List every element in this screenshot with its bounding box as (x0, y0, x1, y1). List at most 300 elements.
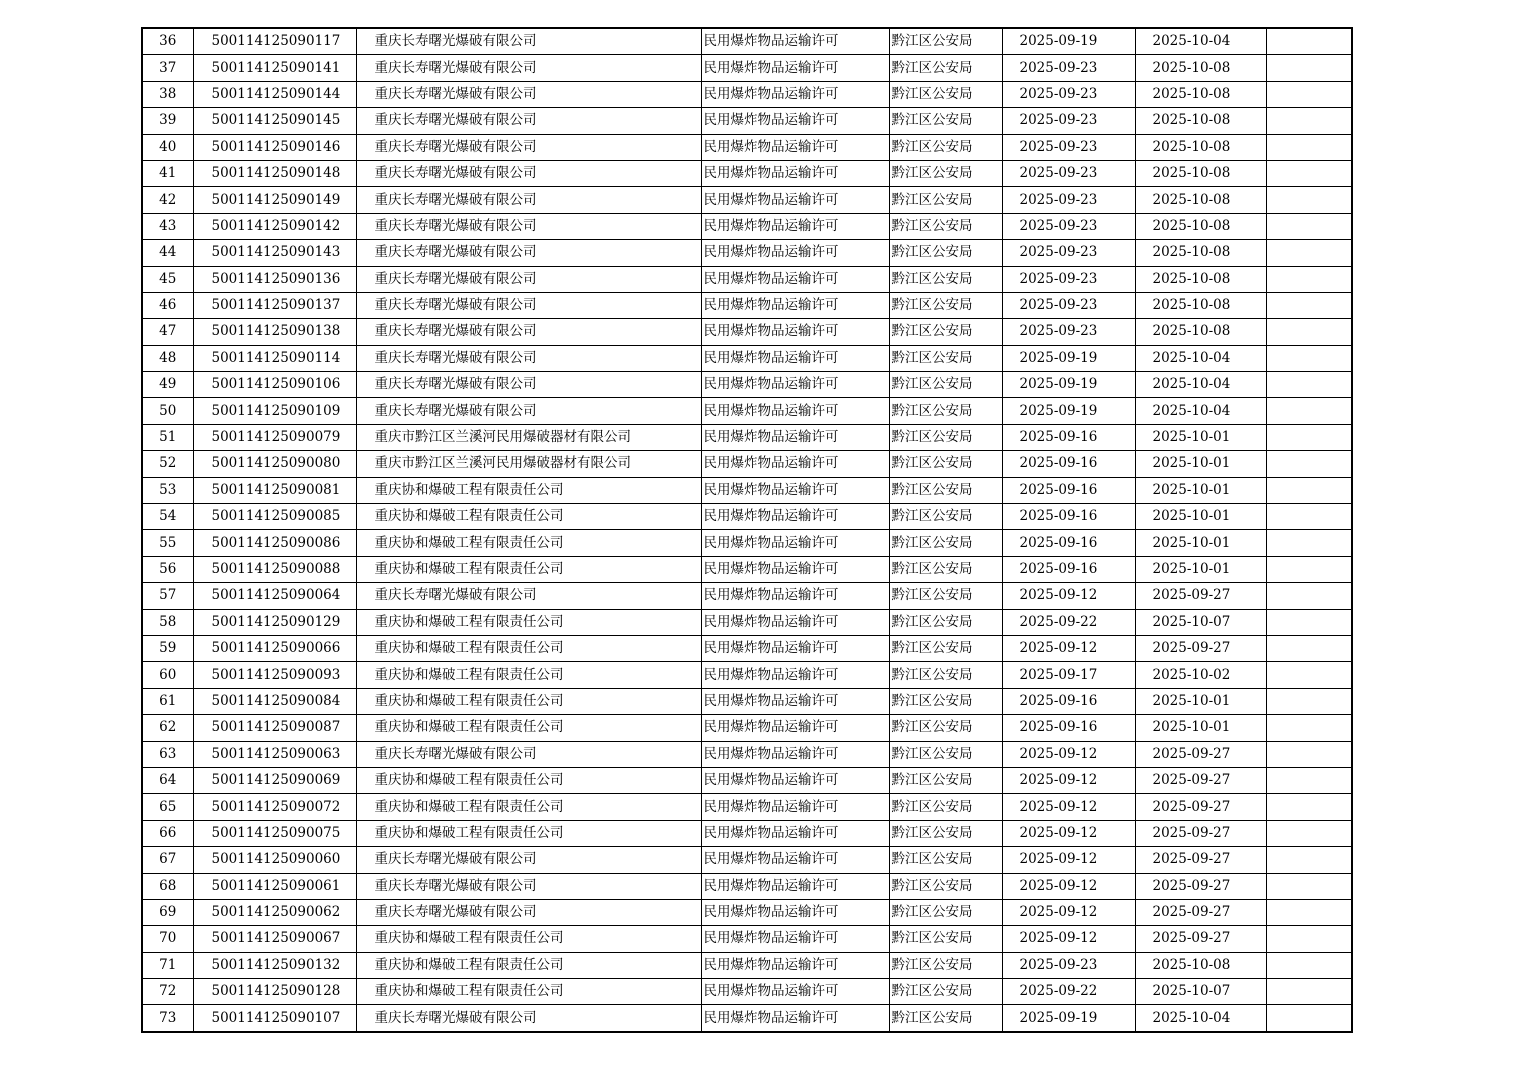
cell-seq: 46 (142, 292, 193, 318)
cell-remark (1266, 926, 1352, 952)
table-row (142, 741, 1352, 767)
cell-remark (1266, 55, 1352, 81)
cell-permit-number: 500114125090063 (193, 741, 356, 767)
cell-seq: 37 (142, 55, 193, 81)
cell-seq: 47 (142, 319, 193, 345)
cell-company-name: 重庆长寿曙光爆破有限公司 (356, 1005, 701, 1032)
cell-start-date: 2025-09-12 (1002, 635, 1135, 661)
cell-start-date: 2025-09-23 (1002, 108, 1135, 134)
table-row (142, 372, 1352, 398)
cell-permit-type: 民用爆炸物品运输许可 (701, 741, 889, 767)
cell-company-name: 重庆市黔江区兰溪河民用爆破器材有限公司 (356, 451, 701, 477)
cell-start-date: 2025-09-23 (1002, 81, 1135, 107)
cell-end-date: 2025-10-08 (1135, 81, 1266, 107)
cell-permit-type: 民用爆炸物品运输许可 (701, 451, 889, 477)
table-row (142, 688, 1352, 714)
cell-end-date: 2025-09-27 (1135, 794, 1266, 820)
cell-company-name: 重庆长寿曙光爆破有限公司 (356, 741, 701, 767)
table-row (142, 609, 1352, 635)
cell-permit-type: 民用爆炸物品运输许可 (701, 424, 889, 450)
cell-permit-type: 民用爆炸物品运输许可 (701, 134, 889, 160)
cell-end-date: 2025-10-08 (1135, 292, 1266, 318)
cell-issuing-authority: 黔江区公安局 (889, 820, 1002, 846)
cell-permit-type: 民用爆炸物品运输许可 (701, 609, 889, 635)
cell-permit-number: 500114125090066 (193, 635, 356, 661)
cell-end-date: 2025-10-08 (1135, 213, 1266, 239)
cell-permit-number: 500114125090114 (193, 345, 356, 371)
cell-permit-number: 500114125090145 (193, 108, 356, 134)
cell-end-date: 2025-10-01 (1135, 530, 1266, 556)
table-row (142, 504, 1352, 530)
cell-permit-type: 民用爆炸物品运输许可 (701, 530, 889, 556)
permit-table (141, 27, 1353, 1033)
cell-end-date: 2025-10-08 (1135, 240, 1266, 266)
cell-company-name: 重庆协和爆破工程有限责任公司 (356, 504, 701, 530)
cell-start-date: 2025-09-22 (1002, 979, 1135, 1005)
cell-start-date: 2025-09-12 (1002, 926, 1135, 952)
cell-seq: 72 (142, 979, 193, 1005)
cell-company-name: 重庆长寿曙光爆破有限公司 (356, 266, 701, 292)
cell-permit-type: 民用爆炸物品运输许可 (701, 160, 889, 186)
table-row (142, 292, 1352, 318)
cell-start-date: 2025-09-23 (1002, 187, 1135, 213)
cell-permit-number: 500114125090146 (193, 134, 356, 160)
cell-issuing-authority: 黔江区公安局 (889, 899, 1002, 925)
table-row (142, 1005, 1352, 1032)
cell-permit-type: 民用爆炸物品运输许可 (701, 820, 889, 846)
cell-permit-type: 民用爆炸物品运输许可 (701, 662, 889, 688)
cell-start-date: 2025-09-16 (1002, 451, 1135, 477)
cell-company-name: 重庆长寿曙光爆破有限公司 (356, 108, 701, 134)
cell-company-name: 重庆长寿曙光爆破有限公司 (356, 81, 701, 107)
cell-permit-type: 民用爆炸物品运输许可 (701, 715, 889, 741)
cell-company-name: 重庆协和爆破工程有限责任公司 (356, 609, 701, 635)
cell-end-date: 2025-10-02 (1135, 662, 1266, 688)
cell-permit-number: 500114125090085 (193, 504, 356, 530)
cell-permit-type: 民用爆炸物品运输许可 (701, 794, 889, 820)
cell-permit-number: 500114125090142 (193, 213, 356, 239)
cell-permit-number: 500114125090075 (193, 820, 356, 846)
cell-start-date: 2025-09-19 (1002, 28, 1135, 55)
cell-end-date: 2025-10-07 (1135, 609, 1266, 635)
cell-seq: 43 (142, 213, 193, 239)
cell-permit-type: 民用爆炸物品运输许可 (701, 345, 889, 371)
cell-permit-type: 民用爆炸物品运输许可 (701, 873, 889, 899)
cell-seq: 36 (142, 28, 193, 55)
cell-permit-number: 500114125090060 (193, 847, 356, 873)
cell-seq: 50 (142, 398, 193, 424)
cell-end-date: 2025-10-04 (1135, 345, 1266, 371)
cell-remark (1266, 794, 1352, 820)
table-row (142, 108, 1352, 134)
cell-permit-type: 民用爆炸物品运输许可 (701, 55, 889, 81)
cell-start-date: 2025-09-12 (1002, 583, 1135, 609)
table-row (142, 345, 1352, 371)
cell-end-date: 2025-09-27 (1135, 847, 1266, 873)
cell-issuing-authority: 黔江区公安局 (889, 979, 1002, 1005)
cell-company-name: 重庆市黔江区兰溪河民用爆破器材有限公司 (356, 424, 701, 450)
cell-start-date: 2025-09-16 (1002, 477, 1135, 503)
cell-issuing-authority: 黔江区公安局 (889, 108, 1002, 134)
cell-seq: 71 (142, 952, 193, 978)
cell-remark (1266, 108, 1352, 134)
cell-issuing-authority: 黔江区公安局 (889, 847, 1002, 873)
cell-permit-type: 民用爆炸物品运输许可 (701, 952, 889, 978)
table-row (142, 160, 1352, 186)
cell-seq: 57 (142, 583, 193, 609)
cell-issuing-authority: 黔江区公安局 (889, 28, 1002, 55)
cell-issuing-authority: 黔江区公安局 (889, 160, 1002, 186)
cell-seq: 58 (142, 609, 193, 635)
table-row (142, 952, 1352, 978)
cell-start-date: 2025-09-16 (1002, 424, 1135, 450)
cell-start-date: 2025-09-23 (1002, 134, 1135, 160)
cell-seq: 63 (142, 741, 193, 767)
cell-permit-number: 500114125090081 (193, 477, 356, 503)
cell-seq: 42 (142, 187, 193, 213)
cell-remark (1266, 556, 1352, 582)
cell-seq: 59 (142, 635, 193, 661)
cell-start-date: 2025-09-16 (1002, 688, 1135, 714)
cell-start-date: 2025-09-19 (1002, 1005, 1135, 1032)
cell-company-name: 重庆长寿曙光爆破有限公司 (356, 899, 701, 925)
cell-issuing-authority: 黔江区公安局 (889, 715, 1002, 741)
cell-company-name: 重庆长寿曙光爆破有限公司 (356, 319, 701, 345)
cell-permit-type: 民用爆炸物品运输许可 (701, 319, 889, 345)
cell-permit-type: 民用爆炸物品运输许可 (701, 187, 889, 213)
table-row (142, 847, 1352, 873)
table-row (142, 81, 1352, 107)
cell-seq: 68 (142, 873, 193, 899)
cell-start-date: 2025-09-12 (1002, 794, 1135, 820)
cell-remark (1266, 899, 1352, 925)
cell-remark (1266, 134, 1352, 160)
table-row (142, 28, 1352, 55)
cell-remark (1266, 266, 1352, 292)
cell-remark (1266, 847, 1352, 873)
cell-end-date: 2025-10-08 (1135, 160, 1266, 186)
cell-start-date: 2025-09-23 (1002, 213, 1135, 239)
cell-remark (1266, 292, 1352, 318)
table-row (142, 926, 1352, 952)
cell-company-name: 重庆长寿曙光爆破有限公司 (356, 187, 701, 213)
cell-end-date: 2025-10-04 (1135, 1005, 1266, 1032)
cell-issuing-authority: 黔江区公安局 (889, 504, 1002, 530)
cell-remark (1266, 952, 1352, 978)
cell-company-name: 重庆协和爆破工程有限责任公司 (356, 715, 701, 741)
cell-company-name: 重庆协和爆破工程有限责任公司 (356, 530, 701, 556)
cell-permit-number: 500114125090087 (193, 715, 356, 741)
table-row (142, 662, 1352, 688)
cell-company-name: 重庆协和爆破工程有限责任公司 (356, 556, 701, 582)
cell-issuing-authority: 黔江区公安局 (889, 372, 1002, 398)
cell-seq: 39 (142, 108, 193, 134)
cell-remark (1266, 820, 1352, 846)
cell-issuing-authority: 黔江区公安局 (889, 583, 1002, 609)
cell-permit-type: 民用爆炸物品运输许可 (701, 398, 889, 424)
cell-permit-number: 500114125090086 (193, 530, 356, 556)
cell-remark (1266, 688, 1352, 714)
cell-end-date: 2025-10-08 (1135, 187, 1266, 213)
cell-company-name: 重庆协和爆破工程有限责任公司 (356, 635, 701, 661)
cell-start-date: 2025-09-23 (1002, 292, 1135, 318)
cell-permit-type: 民用爆炸物品运输许可 (701, 767, 889, 793)
cell-seq: 60 (142, 662, 193, 688)
cell-remark (1266, 530, 1352, 556)
cell-permit-number: 500114125090143 (193, 240, 356, 266)
cell-company-name: 重庆长寿曙光爆破有限公司 (356, 372, 701, 398)
cell-issuing-authority: 黔江区公安局 (889, 451, 1002, 477)
cell-remark (1266, 451, 1352, 477)
cell-seq: 48 (142, 345, 193, 371)
cell-remark (1266, 187, 1352, 213)
cell-permit-number: 500114125090107 (193, 1005, 356, 1032)
cell-issuing-authority: 黔江区公安局 (889, 266, 1002, 292)
cell-start-date: 2025-09-23 (1002, 240, 1135, 266)
cell-end-date: 2025-10-01 (1135, 451, 1266, 477)
table-row (142, 477, 1352, 503)
cell-permit-number: 500114125090132 (193, 952, 356, 978)
cell-issuing-authority: 黔江区公安局 (889, 398, 1002, 424)
cell-end-date: 2025-10-08 (1135, 319, 1266, 345)
cell-seq: 69 (142, 899, 193, 925)
cell-remark (1266, 345, 1352, 371)
cell-remark (1266, 609, 1352, 635)
cell-issuing-authority: 黔江区公安局 (889, 609, 1002, 635)
cell-end-date: 2025-09-27 (1135, 926, 1266, 952)
cell-start-date: 2025-09-12 (1002, 899, 1135, 925)
cell-issuing-authority: 黔江区公安局 (889, 662, 1002, 688)
cell-end-date: 2025-09-27 (1135, 899, 1266, 925)
cell-permit-type: 民用爆炸物品运输许可 (701, 556, 889, 582)
cell-permit-number: 500114125090088 (193, 556, 356, 582)
table-body (142, 28, 1352, 1032)
cell-start-date: 2025-09-12 (1002, 847, 1135, 873)
cell-issuing-authority: 黔江区公安局 (889, 741, 1002, 767)
cell-issuing-authority: 黔江区公安局 (889, 213, 1002, 239)
cell-seq: 45 (142, 266, 193, 292)
cell-remark (1266, 81, 1352, 107)
cell-company-name: 重庆协和爆破工程有限责任公司 (356, 688, 701, 714)
cell-issuing-authority: 黔江区公安局 (889, 794, 1002, 820)
cell-permit-type: 民用爆炸物品运输许可 (701, 477, 889, 503)
cell-remark (1266, 741, 1352, 767)
table-row (142, 583, 1352, 609)
cell-permit-type: 民用爆炸物品运输许可 (701, 292, 889, 318)
table-row (142, 213, 1352, 239)
cell-remark (1266, 635, 1352, 661)
cell-permit-number: 500114125090061 (193, 873, 356, 899)
cell-remark (1266, 477, 1352, 503)
cell-company-name: 重庆协和爆破工程有限责任公司 (356, 926, 701, 952)
cell-end-date: 2025-10-01 (1135, 424, 1266, 450)
table-row (142, 873, 1352, 899)
cell-company-name: 重庆协和爆破工程有限责任公司 (356, 662, 701, 688)
cell-company-name: 重庆长寿曙光爆破有限公司 (356, 583, 701, 609)
table-row (142, 55, 1352, 81)
cell-company-name: 重庆协和爆破工程有限责任公司 (356, 477, 701, 503)
cell-company-name: 重庆协和爆破工程有限责任公司 (356, 952, 701, 978)
cell-permit-number: 500114125090137 (193, 292, 356, 318)
cell-start-date: 2025-09-16 (1002, 504, 1135, 530)
cell-permit-number: 500114125090093 (193, 662, 356, 688)
cell-end-date: 2025-10-01 (1135, 504, 1266, 530)
cell-seq: 70 (142, 926, 193, 952)
cell-end-date: 2025-10-01 (1135, 477, 1266, 503)
cell-permit-number: 500114125090117 (193, 28, 356, 55)
cell-company-name: 重庆长寿曙光爆破有限公司 (356, 345, 701, 371)
cell-seq: 41 (142, 160, 193, 186)
cell-start-date: 2025-09-19 (1002, 398, 1135, 424)
cell-start-date: 2025-09-22 (1002, 609, 1135, 635)
cell-remark (1266, 979, 1352, 1005)
cell-issuing-authority: 黔江区公安局 (889, 187, 1002, 213)
cell-end-date: 2025-10-04 (1135, 28, 1266, 55)
cell-issuing-authority: 黔江区公安局 (889, 477, 1002, 503)
cell-permit-number: 500114125090064 (193, 583, 356, 609)
cell-start-date: 2025-09-16 (1002, 530, 1135, 556)
cell-company-name: 重庆长寿曙光爆破有限公司 (356, 160, 701, 186)
table-row (142, 530, 1352, 556)
cell-issuing-authority: 黔江区公安局 (889, 635, 1002, 661)
cell-seq: 38 (142, 81, 193, 107)
cell-end-date: 2025-10-08 (1135, 134, 1266, 160)
table-row (142, 635, 1352, 661)
cell-permit-type: 民用爆炸物品运输许可 (701, 635, 889, 661)
cell-issuing-authority: 黔江区公安局 (889, 319, 1002, 345)
cell-seq: 49 (142, 372, 193, 398)
table-row (142, 134, 1352, 160)
cell-seq: 51 (142, 424, 193, 450)
cell-remark (1266, 504, 1352, 530)
cell-permit-number: 500114125090136 (193, 266, 356, 292)
cell-company-name: 重庆长寿曙光爆破有限公司 (356, 134, 701, 160)
cell-start-date: 2025-09-12 (1002, 873, 1135, 899)
cell-start-date: 2025-09-16 (1002, 556, 1135, 582)
cell-remark (1266, 160, 1352, 186)
cell-seq: 54 (142, 504, 193, 530)
cell-company-name: 重庆协和爆破工程有限责任公司 (356, 767, 701, 793)
cell-seq: 55 (142, 530, 193, 556)
cell-issuing-authority: 黔江区公安局 (889, 873, 1002, 899)
cell-start-date: 2025-09-19 (1002, 372, 1135, 398)
cell-issuing-authority: 黔江区公安局 (889, 424, 1002, 450)
cell-seq: 53 (142, 477, 193, 503)
cell-end-date: 2025-09-27 (1135, 873, 1266, 899)
cell-remark (1266, 213, 1352, 239)
cell-issuing-authority: 黔江区公安局 (889, 1005, 1002, 1032)
cell-company-name: 重庆长寿曙光爆破有限公司 (356, 28, 701, 55)
cell-remark (1266, 662, 1352, 688)
cell-company-name: 重庆协和爆破工程有限责任公司 (356, 820, 701, 846)
cell-permit-number: 500114125090138 (193, 319, 356, 345)
cell-remark (1266, 767, 1352, 793)
cell-end-date: 2025-09-27 (1135, 741, 1266, 767)
cell-permit-type: 民用爆炸物品运输许可 (701, 847, 889, 873)
cell-permit-type: 民用爆炸物品运输许可 (701, 28, 889, 55)
cell-permit-number: 500114125090144 (193, 81, 356, 107)
cell-end-date: 2025-10-01 (1135, 715, 1266, 741)
cell-end-date: 2025-10-08 (1135, 55, 1266, 81)
cell-permit-type: 民用爆炸物品运输许可 (701, 372, 889, 398)
cell-start-date: 2025-09-17 (1002, 662, 1135, 688)
cell-end-date: 2025-09-27 (1135, 635, 1266, 661)
cell-permit-number: 500114125090106 (193, 372, 356, 398)
cell-permit-number: 500114125090109 (193, 398, 356, 424)
cell-permit-type: 民用爆炸物品运输许可 (701, 213, 889, 239)
cell-remark (1266, 1005, 1352, 1032)
cell-company-name: 重庆协和爆破工程有限责任公司 (356, 794, 701, 820)
cell-permit-type: 民用爆炸物品运输许可 (701, 81, 889, 107)
cell-permit-type: 民用爆炸物品运输许可 (701, 504, 889, 530)
cell-seq: 64 (142, 767, 193, 793)
cell-end-date: 2025-10-04 (1135, 372, 1266, 398)
table-row (142, 820, 1352, 846)
table-row (142, 319, 1352, 345)
table-row (142, 979, 1352, 1005)
cell-permit-type: 民用爆炸物品运输许可 (701, 108, 889, 134)
cell-permit-type: 民用爆炸物品运输许可 (701, 926, 889, 952)
cell-permit-number: 500114125090141 (193, 55, 356, 81)
table-row (142, 556, 1352, 582)
table-row (142, 398, 1352, 424)
cell-permit-type: 民用爆炸物品运输许可 (701, 266, 889, 292)
cell-permit-number: 500114125090148 (193, 160, 356, 186)
cell-permit-number: 500114125090079 (193, 424, 356, 450)
table-row (142, 240, 1352, 266)
cell-issuing-authority: 黔江区公安局 (889, 240, 1002, 266)
cell-issuing-authority: 黔江区公安局 (889, 292, 1002, 318)
cell-end-date: 2025-10-08 (1135, 952, 1266, 978)
cell-start-date: 2025-09-23 (1002, 319, 1135, 345)
table-row (142, 899, 1352, 925)
cell-start-date: 2025-09-12 (1002, 741, 1135, 767)
cell-permit-number: 500114125090149 (193, 187, 356, 213)
cell-permit-number: 500114125090129 (193, 609, 356, 635)
cell-remark (1266, 873, 1352, 899)
cell-company-name: 重庆长寿曙光爆破有限公司 (356, 213, 701, 239)
cell-company-name: 重庆长寿曙光爆破有限公司 (356, 398, 701, 424)
table-row (142, 187, 1352, 213)
cell-start-date: 2025-09-16 (1002, 715, 1135, 741)
cell-issuing-authority: 黔江区公安局 (889, 530, 1002, 556)
table-row (142, 794, 1352, 820)
cell-end-date: 2025-10-07 (1135, 979, 1266, 1005)
table-row (142, 424, 1352, 450)
cell-start-date: 2025-09-23 (1002, 266, 1135, 292)
cell-permit-number: 500114125090084 (193, 688, 356, 714)
cell-seq: 65 (142, 794, 193, 820)
cell-remark (1266, 424, 1352, 450)
cell-end-date: 2025-09-27 (1135, 767, 1266, 793)
cell-company-name: 重庆协和爆破工程有限责任公司 (356, 979, 701, 1005)
cell-seq: 67 (142, 847, 193, 873)
cell-issuing-authority: 黔江区公安局 (889, 81, 1002, 107)
cell-permit-type: 民用爆炸物品运输许可 (701, 1005, 889, 1032)
cell-end-date: 2025-10-01 (1135, 556, 1266, 582)
cell-start-date: 2025-09-12 (1002, 767, 1135, 793)
cell-company-name: 重庆长寿曙光爆破有限公司 (356, 873, 701, 899)
cell-remark (1266, 583, 1352, 609)
cell-seq: 56 (142, 556, 193, 582)
cell-start-date: 2025-09-23 (1002, 952, 1135, 978)
cell-permit-number: 500114125090072 (193, 794, 356, 820)
cell-permit-number: 500114125090062 (193, 899, 356, 925)
cell-end-date: 2025-10-08 (1135, 108, 1266, 134)
cell-issuing-authority: 黔江区公安局 (889, 767, 1002, 793)
cell-end-date: 2025-10-04 (1135, 398, 1266, 424)
cell-issuing-authority: 黔江区公安局 (889, 556, 1002, 582)
